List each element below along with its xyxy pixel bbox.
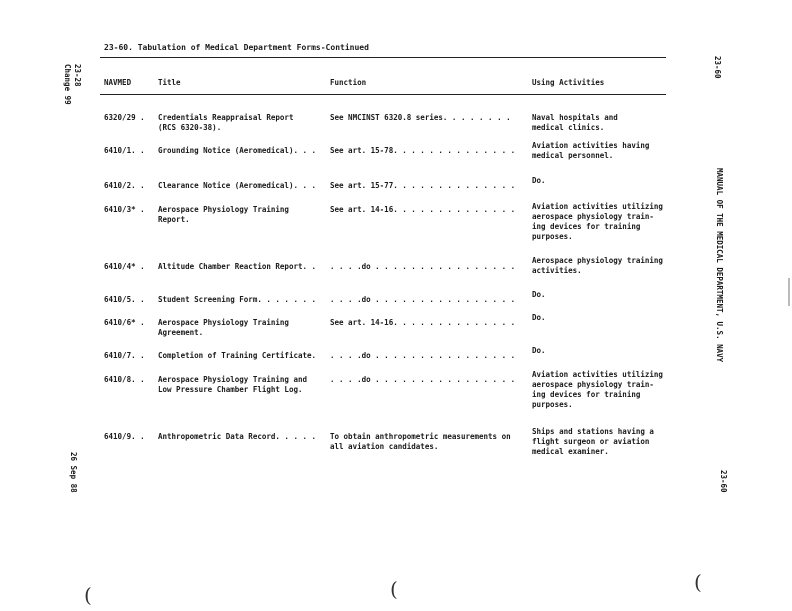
- form-title: Aerospace Physiology Training and Low Pressure Chamber Flight Log.: [158, 375, 308, 394]
- margin-change-number: Change 99: [63, 64, 72, 105]
- form-function: . . . .do . . . . . . . . . . . . . . . .: [330, 262, 516, 271]
- form-using: Do.: [532, 290, 546, 299]
- margin-page-number-left: 23-28: [73, 64, 82, 87]
- form-title: Completion of Training Certificate.: [158, 351, 317, 360]
- form-using: Do.: [532, 313, 546, 322]
- col-header-navmed: NAVMED: [104, 78, 132, 87]
- form-function: . . . .do . . . . . . . . . . . . . . . .: [330, 295, 516, 304]
- form-number: 6410/8. .: [104, 375, 145, 384]
- header-rule: [100, 94, 666, 95]
- form-title: Credentials Reappraisal Report (RCS 6320-38).: [158, 113, 294, 132]
- form-number: 6410/5. .: [104, 295, 145, 304]
- form-using: Do.: [532, 176, 546, 185]
- margin-manual-title: MANUAL OF THE MEDICAL DEPARTMENT, U.S. NAVY: [715, 168, 724, 363]
- form-number: 6410/3* .: [104, 205, 145, 214]
- form-number: 6410/6* .: [104, 318, 145, 327]
- form-number: 6320/29 .: [104, 113, 145, 122]
- binding-mark: (: [694, 570, 702, 594]
- form-function: . . . .do . . . . . . . . . . . . . . . .: [330, 351, 516, 360]
- margin-page-number-right-top: 23-60: [713, 56, 722, 79]
- form-function: See art. 14-16. . . . . . . . . . . . . .: [330, 205, 516, 214]
- form-using: Ships and stations having a flight surgeon or aviation medical examiner.: [532, 427, 654, 456]
- form-title: Altitude Chamber Reaction Report. .: [158, 262, 317, 271]
- form-function: See art. 14-16. . . . . . . . . . . . . .: [330, 318, 516, 327]
- form-number: 6410/1. .: [104, 146, 145, 155]
- form-function: . . . .do . . . . . . . . . . . . . . . .: [330, 375, 516, 384]
- form-number: 6410/2. .: [104, 181, 145, 190]
- form-title: Grounding Notice (Aeromedical). . .: [158, 146, 317, 155]
- form-using: Aviation activities utilizing aerospace physiology train- ing devices for training purposes.: [532, 370, 663, 409]
- col-header-function: Function: [330, 78, 367, 87]
- form-title: Aerospace Physiology Training Agreement.: [158, 318, 289, 337]
- top-rule: [100, 57, 666, 58]
- form-number: 6410/9. .: [104, 432, 145, 441]
- form-number: 6410/7. .: [104, 351, 145, 360]
- binding-mark: (: [390, 577, 398, 601]
- col-header-title: Title: [158, 78, 181, 87]
- binding-mark: (: [84, 583, 92, 607]
- form-using: Do.: [532, 346, 546, 355]
- form-title: Clearance Notice (Aeromedical). . .: [158, 181, 317, 190]
- form-function: See art. 15-78. . . . . . . . . . . . . .: [330, 146, 516, 155]
- scan-edge-mark: [788, 278, 790, 306]
- form-title: Aerospace Physiology Training Report.: [158, 205, 289, 224]
- form-function: See art. 15-77. . . . . . . . . . . . . .: [330, 181, 516, 190]
- form-number: 6410/4* .: [104, 262, 145, 271]
- form-using: Naval hospitals and medical clinics.: [532, 113, 618, 132]
- margin-page-number-right-bottom: 23-60: [719, 470, 728, 493]
- form-title: Anthropometric Data Record. . . . .: [158, 432, 317, 441]
- col-header-using: Using Activities: [532, 78, 605, 87]
- form-using: Aviation activities utilizing aerospace physiology train- ing devices for training purposes.: [532, 202, 663, 241]
- form-title: Student Screening Form. . . . . . .: [158, 295, 317, 304]
- table-heading: 23-60. Tabulation of Medical Department Forms-Continued: [104, 43, 369, 52]
- form-function: See NMCINST 6320.8 series. . . . . . . .: [330, 113, 511, 122]
- form-using: Aviation activities having medical personnel.: [532, 141, 650, 160]
- form-function: To obtain anthropometric measurements on all aviation candidates.: [330, 432, 511, 451]
- form-using: Aerospace physiology training activities.: [532, 256, 663, 275]
- margin-date: 26 Sep 88: [69, 452, 78, 493]
